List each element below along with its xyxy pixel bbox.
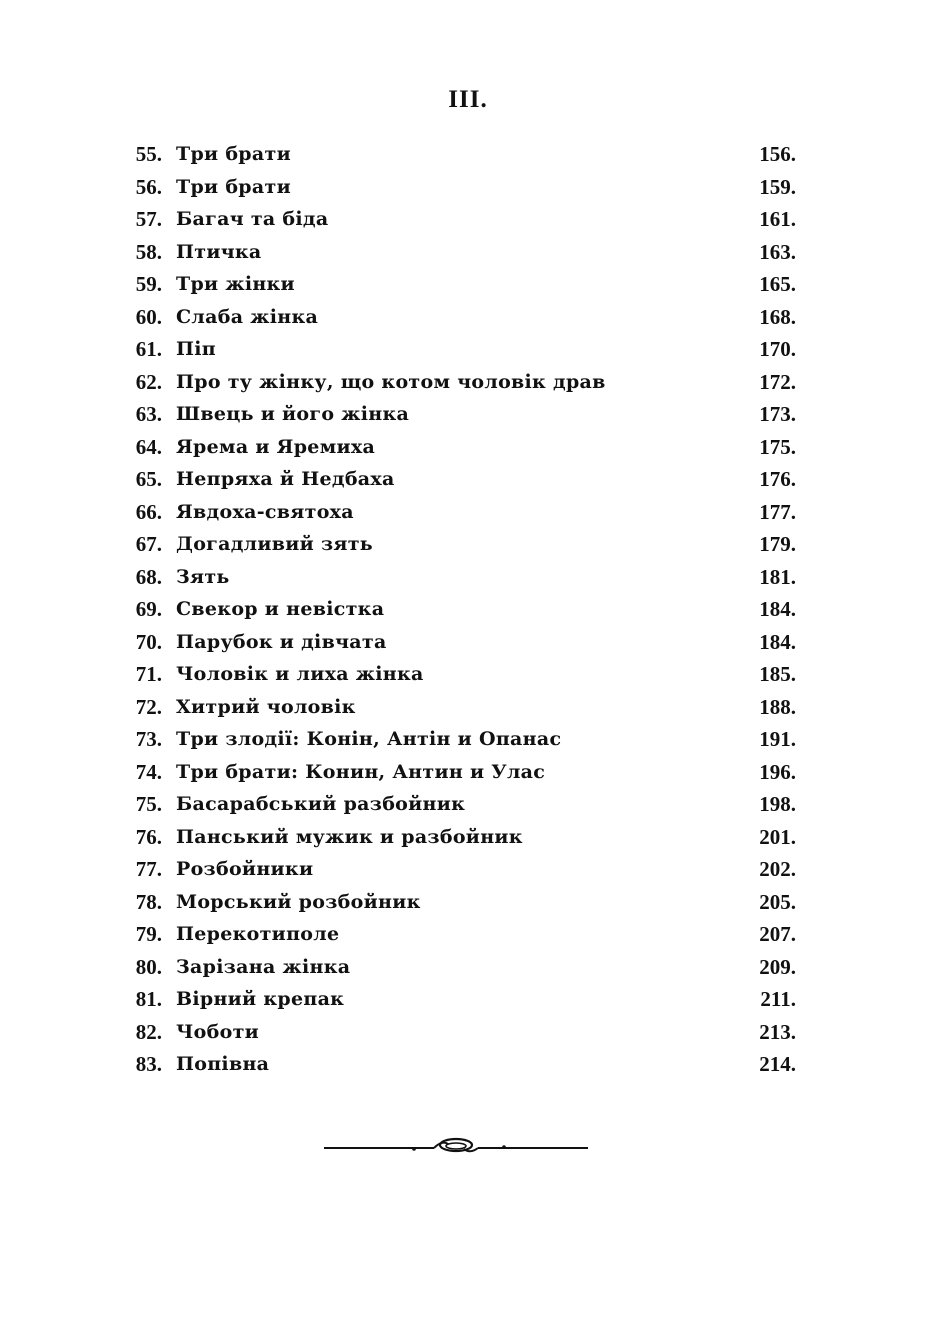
toc-entry-page: 168. xyxy=(759,304,796,329)
toc-entry-page: 175. xyxy=(759,434,796,459)
toc-entry xyxy=(0,561,936,594)
toc-entry-number: 57. xyxy=(135,207,162,231)
toc-entry-number: 62. xyxy=(135,369,162,394)
toc-entry xyxy=(0,593,936,626)
toc-entry xyxy=(0,918,936,951)
toc-entry xyxy=(0,171,936,204)
toc-entry-title: Хитрий чоловік xyxy=(176,695,356,718)
toc-entry-page: 161. xyxy=(759,207,796,231)
toc-entry-title: Зарізана жінка xyxy=(176,955,351,978)
toc-entry-number: 58. xyxy=(135,239,162,264)
toc-entry-page: 191. xyxy=(759,727,796,751)
toc-entry xyxy=(0,431,936,464)
toc-entry xyxy=(0,788,936,821)
toc-entry-title: Слаба жінка xyxy=(176,305,319,328)
toc-entry-number: 68. xyxy=(135,564,162,589)
toc-entry-number: 55. xyxy=(135,142,162,166)
toc-entry-number: 74. xyxy=(135,759,162,784)
toc-entry-page: 202. xyxy=(759,857,796,881)
toc-entry-page: 173. xyxy=(759,402,796,426)
toc-entry-number: 61. xyxy=(135,337,162,361)
toc-entry-title: Багач та біда xyxy=(176,208,329,230)
toc-entry-page: 209. xyxy=(759,954,796,979)
toc-entry-title: Непряха й Недбаха xyxy=(176,468,395,490)
toc-entry xyxy=(0,691,936,724)
toc-entry xyxy=(0,333,936,366)
toc-entry xyxy=(0,366,936,399)
toc-entry-page: 211. xyxy=(760,987,796,1011)
toc-entry-number: 56. xyxy=(135,174,162,199)
toc-entry-page: 177. xyxy=(759,499,796,524)
toc-entry-title: Парубок и дівчата xyxy=(176,630,387,653)
toc-entry-page: 163. xyxy=(759,239,796,264)
toc-entry-page: 184. xyxy=(759,597,796,621)
toc-entry-page: 196. xyxy=(759,759,796,784)
toc-entry xyxy=(0,1016,936,1049)
toc-entry-title: Чоловік и лиха жінка xyxy=(176,663,424,685)
toc-entry xyxy=(0,203,936,236)
toc-entry xyxy=(0,723,936,756)
toc-entry-number: 64. xyxy=(135,434,162,459)
page-number: III. xyxy=(448,86,488,113)
toc-entry xyxy=(0,463,936,496)
toc-entry-title: Перекотиполе xyxy=(176,923,340,945)
toc-entry-number: 71. xyxy=(135,662,162,686)
toc-entry xyxy=(0,983,936,1016)
toc-entry-page: 201. xyxy=(759,824,796,849)
toc-entry xyxy=(0,853,936,886)
toc-entry xyxy=(0,886,936,919)
toc-entry-title: Попівна xyxy=(176,1053,270,1075)
toc-entry-page: 172. xyxy=(759,369,796,394)
toc-entry-title: Басарабський разбойник xyxy=(176,793,466,815)
toc-entry-number: 60. xyxy=(135,304,162,329)
toc-entry-number: 80. xyxy=(135,954,162,979)
ornament-divider-icon xyxy=(322,1130,590,1160)
toc-entry-title: Три брати: Конин, Антин и Улас xyxy=(176,760,546,783)
toc-entry-number: 72. xyxy=(135,694,162,719)
toc-entry xyxy=(0,528,936,561)
table-of-contents xyxy=(0,138,936,1081)
toc-entry-number: 83. xyxy=(135,1052,162,1076)
toc-entry-number: 82. xyxy=(135,1019,162,1044)
toc-entry-page: 156. xyxy=(759,142,796,166)
toc-entry-number: 66. xyxy=(135,499,162,524)
toc-entry-title: Швець и його жінка xyxy=(176,403,410,425)
toc-entry-number: 73. xyxy=(135,727,162,751)
toc-entry xyxy=(0,496,936,529)
toc-entry xyxy=(0,626,936,659)
toc-entry-number: 77. xyxy=(135,857,162,881)
toc-entry-page: 176. xyxy=(759,467,796,491)
toc-entry-title: Догадливий зять xyxy=(176,533,374,555)
toc-entry-page: 214. xyxy=(759,1052,796,1076)
toc-entry-title: Три жінки xyxy=(176,273,295,295)
toc-entry-title: Морський розбойник xyxy=(176,890,421,913)
toc-entry-number: 59. xyxy=(135,272,162,296)
toc-entry-title: Чоботи xyxy=(176,1020,260,1043)
toc-entry-title: Вірний крепак xyxy=(176,988,345,1010)
toc-entry-number: 63. xyxy=(135,402,162,426)
toc-entry-title: Три брати xyxy=(176,175,291,198)
toc-entry-title: Ярема и Яремиха xyxy=(176,435,376,458)
toc-entry-page: 205. xyxy=(759,889,796,914)
toc-entry-page: 179. xyxy=(759,532,796,556)
toc-entry-page: 198. xyxy=(759,792,796,816)
toc-entry xyxy=(0,1048,936,1081)
toc-entry xyxy=(0,138,936,171)
toc-entry-number: 76. xyxy=(135,824,162,849)
toc-entry-page: 159. xyxy=(759,174,796,199)
toc-entry xyxy=(0,398,936,431)
toc-entry xyxy=(0,658,936,691)
toc-entry-title: Про ту жінку, що котом чоловік драв xyxy=(176,370,606,393)
toc-entry-page: 184. xyxy=(759,629,796,654)
toc-entry xyxy=(0,268,936,301)
toc-entry-page: 188. xyxy=(759,694,796,719)
toc-entry-number: 81. xyxy=(135,987,162,1011)
toc-entry-number: 70. xyxy=(135,629,162,654)
toc-entry-number: 67. xyxy=(135,532,162,556)
toc-entry xyxy=(0,951,936,984)
toc-entry-number: 75. xyxy=(135,792,162,816)
toc-entry-title: Три брати xyxy=(176,143,291,165)
toc-entry-number: 69. xyxy=(135,597,162,621)
toc-entry-page: 185. xyxy=(759,662,796,686)
toc-entry-page: 213. xyxy=(759,1019,796,1044)
toc-entry-title: Розбойники xyxy=(176,858,314,880)
toc-entry xyxy=(0,756,936,789)
toc-entry xyxy=(0,236,936,269)
toc-entry-title: Три злодії: Конін, Антін и Опанас xyxy=(176,728,562,750)
toc-entry-title: Птичка xyxy=(176,240,262,263)
toc-entry xyxy=(0,301,936,334)
toc-entry-title: Явдоха-святоха xyxy=(176,500,354,523)
toc-entry-page: 181. xyxy=(759,564,796,589)
toc-entry-number: 78. xyxy=(135,889,162,914)
toc-entry-title: Свекор и невістка xyxy=(176,598,385,620)
toc-entry-title: Піп xyxy=(176,338,216,360)
toc-entry-page: 207. xyxy=(759,922,796,946)
toc-entry-page: 165. xyxy=(759,272,796,296)
toc-entry xyxy=(0,821,936,854)
toc-entry-title: Панський мужик и разбойник xyxy=(176,825,523,848)
toc-entry-number: 79. xyxy=(135,922,162,946)
toc-entry-number: 65. xyxy=(135,467,162,491)
toc-entry-title: Зять xyxy=(176,565,230,588)
toc-entry-page: 170. xyxy=(759,337,796,361)
